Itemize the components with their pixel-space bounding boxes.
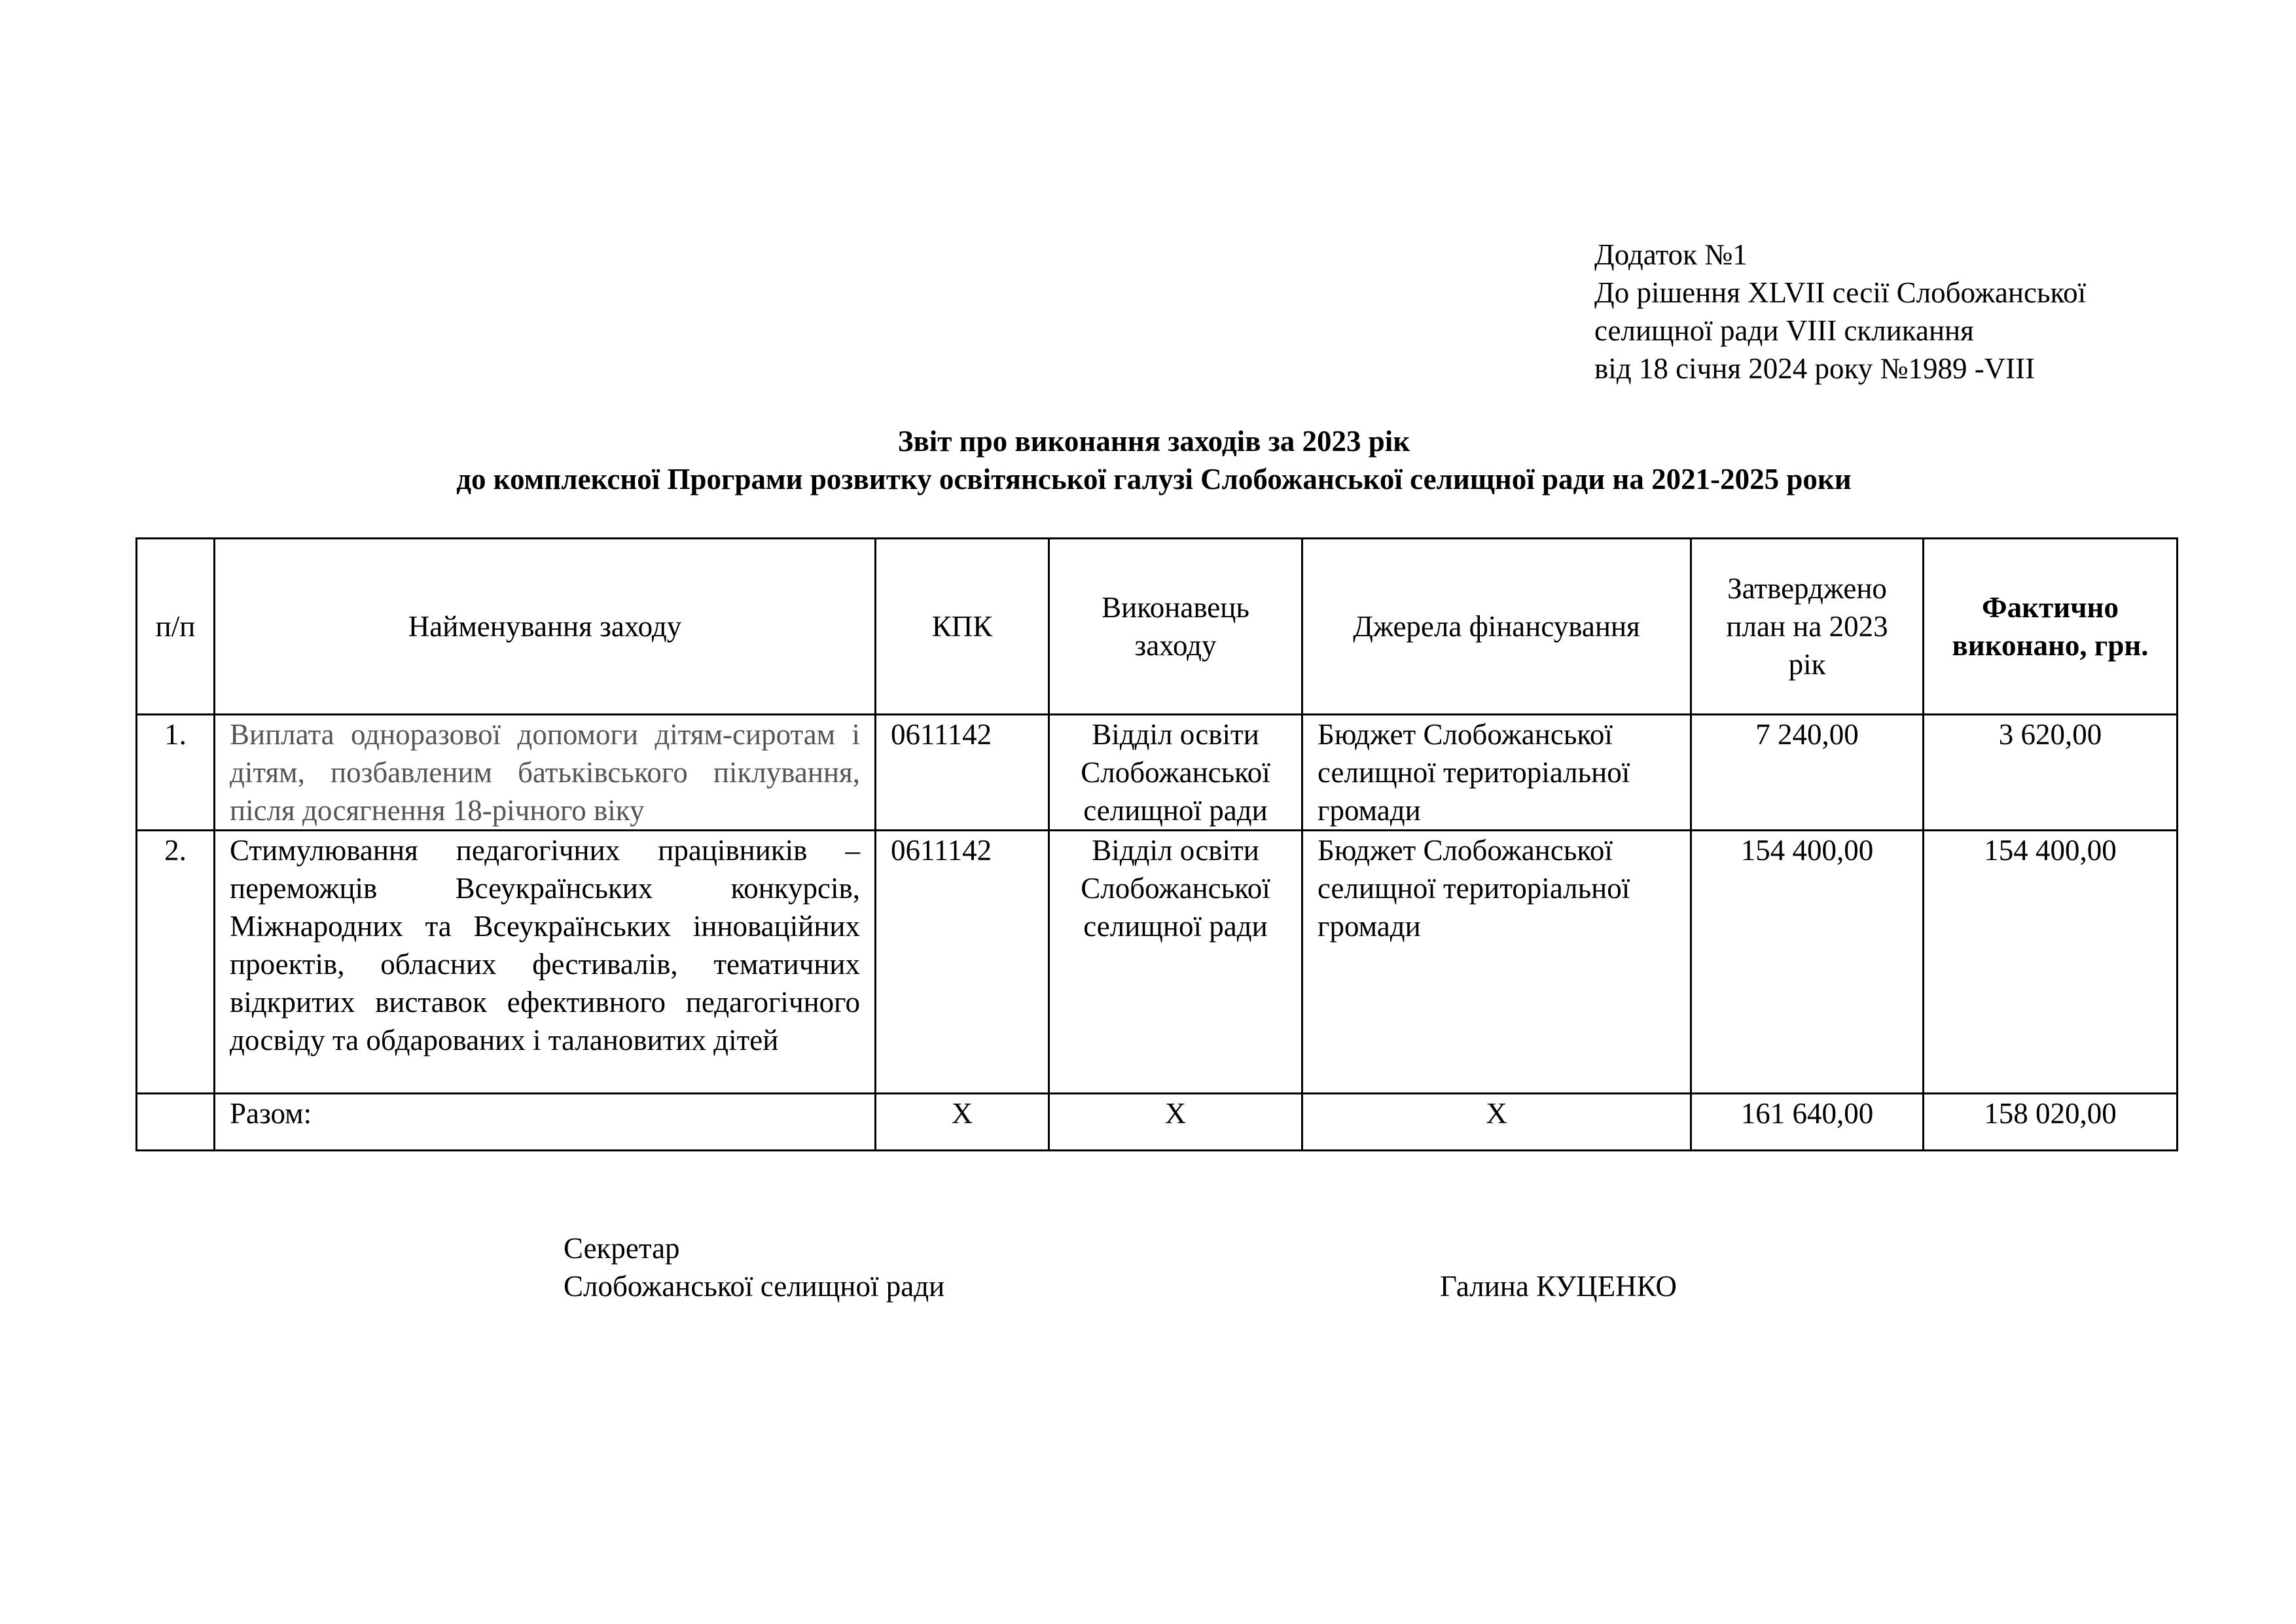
- row-kpk: 0611142: [876, 831, 1049, 1094]
- total-row: [137, 1094, 2178, 1151]
- header-source: Джерела фінансування: [1302, 539, 1691, 715]
- row-executor: Відділ освіти Слобожанської селищної ради: [1049, 715, 1302, 831]
- appendix-note: [1594, 236, 2086, 388]
- row-source: Бюджет Слобожанської селищної територіальної громади: [1302, 831, 1691, 1094]
- row-kpk: 0611142: [876, 715, 1049, 831]
- row-actual: 154 400,00: [1924, 831, 2178, 1094]
- appendix-line: від 18 січня 2024 року №1989 -VIII: [1594, 352, 2036, 385]
- title-line: Звіт про виконання заходів за 2023 рік: [897, 425, 1410, 458]
- header-kpk: КПК: [876, 539, 1049, 715]
- appendix-line: Додаток №1: [1594, 238, 1748, 271]
- header-plan: Затверджено план на 2023 рік: [1691, 539, 1924, 715]
- signature-name: Галина КУЦЕНКО: [1440, 1270, 1677, 1303]
- header-executor: Виконавець заходу: [1049, 539, 1302, 715]
- header-name: Найменування заходу: [215, 539, 876, 715]
- row-plan: 7 240,00: [1691, 715, 1924, 831]
- total-source: X: [1302, 1094, 1691, 1151]
- row-num: 2.: [137, 831, 215, 1094]
- row-executor: Відділ освіти Слобожанської селищної ради: [1049, 831, 1302, 1094]
- row-plan: 154 400,00: [1691, 831, 1924, 1094]
- signature-role: [564, 1229, 944, 1305]
- signature-role-line: Слобожанської селищної ради: [564, 1270, 945, 1303]
- total-executor: X: [1049, 1094, 1302, 1151]
- document-title: [0, 422, 2296, 498]
- total-plan: 161 640,00: [1691, 1094, 1924, 1151]
- row-name: Виплата одноразової допомоги дітям-сиротам і дітям, позбавленим батьківського піклування, після досягнення 18-річного віку: [215, 715, 876, 831]
- title-line: до комплексної Програми розвитку освітянської галузі Слобожанської селищної ради на 2021-2025 роки: [456, 463, 1852, 496]
- total-num: [137, 1094, 215, 1151]
- header-row: [137, 539, 2178, 715]
- total-kpk: X: [876, 1094, 1049, 1151]
- appendix-line: селищної ради VIII скликання: [1594, 314, 1974, 347]
- signature-role-line: Секретар: [564, 1232, 680, 1265]
- row-actual: 3 620,00: [1924, 715, 2178, 831]
- row-source: Бюджет Слобожанської селищної територіальної громади: [1302, 715, 1691, 831]
- total-label: Разом:: [215, 1094, 876, 1151]
- total-actual: 158 020,00: [1924, 1094, 2178, 1151]
- row-name: Стимулювання педагогічних працівників – переможців Всеукраїнських конкурсів, Міжнародних та Всеукраїнських інноваційних проектів, обласних фестивалів, тематичних відкритих виставок ефективного педагогічного досвіду та обдарованих і талановитих дітей: [215, 831, 876, 1094]
- header-num: п/п: [137, 539, 215, 715]
- header-actual: Фактично виконано, грн.: [1924, 539, 2178, 715]
- row-num: 1.: [137, 715, 215, 831]
- appendix-line: До рішення XLVII сесії Слобожанської: [1594, 276, 2087, 309]
- table-row: [137, 831, 2178, 1094]
- table-row: [137, 715, 2178, 831]
- report-table: [135, 537, 2178, 1151]
